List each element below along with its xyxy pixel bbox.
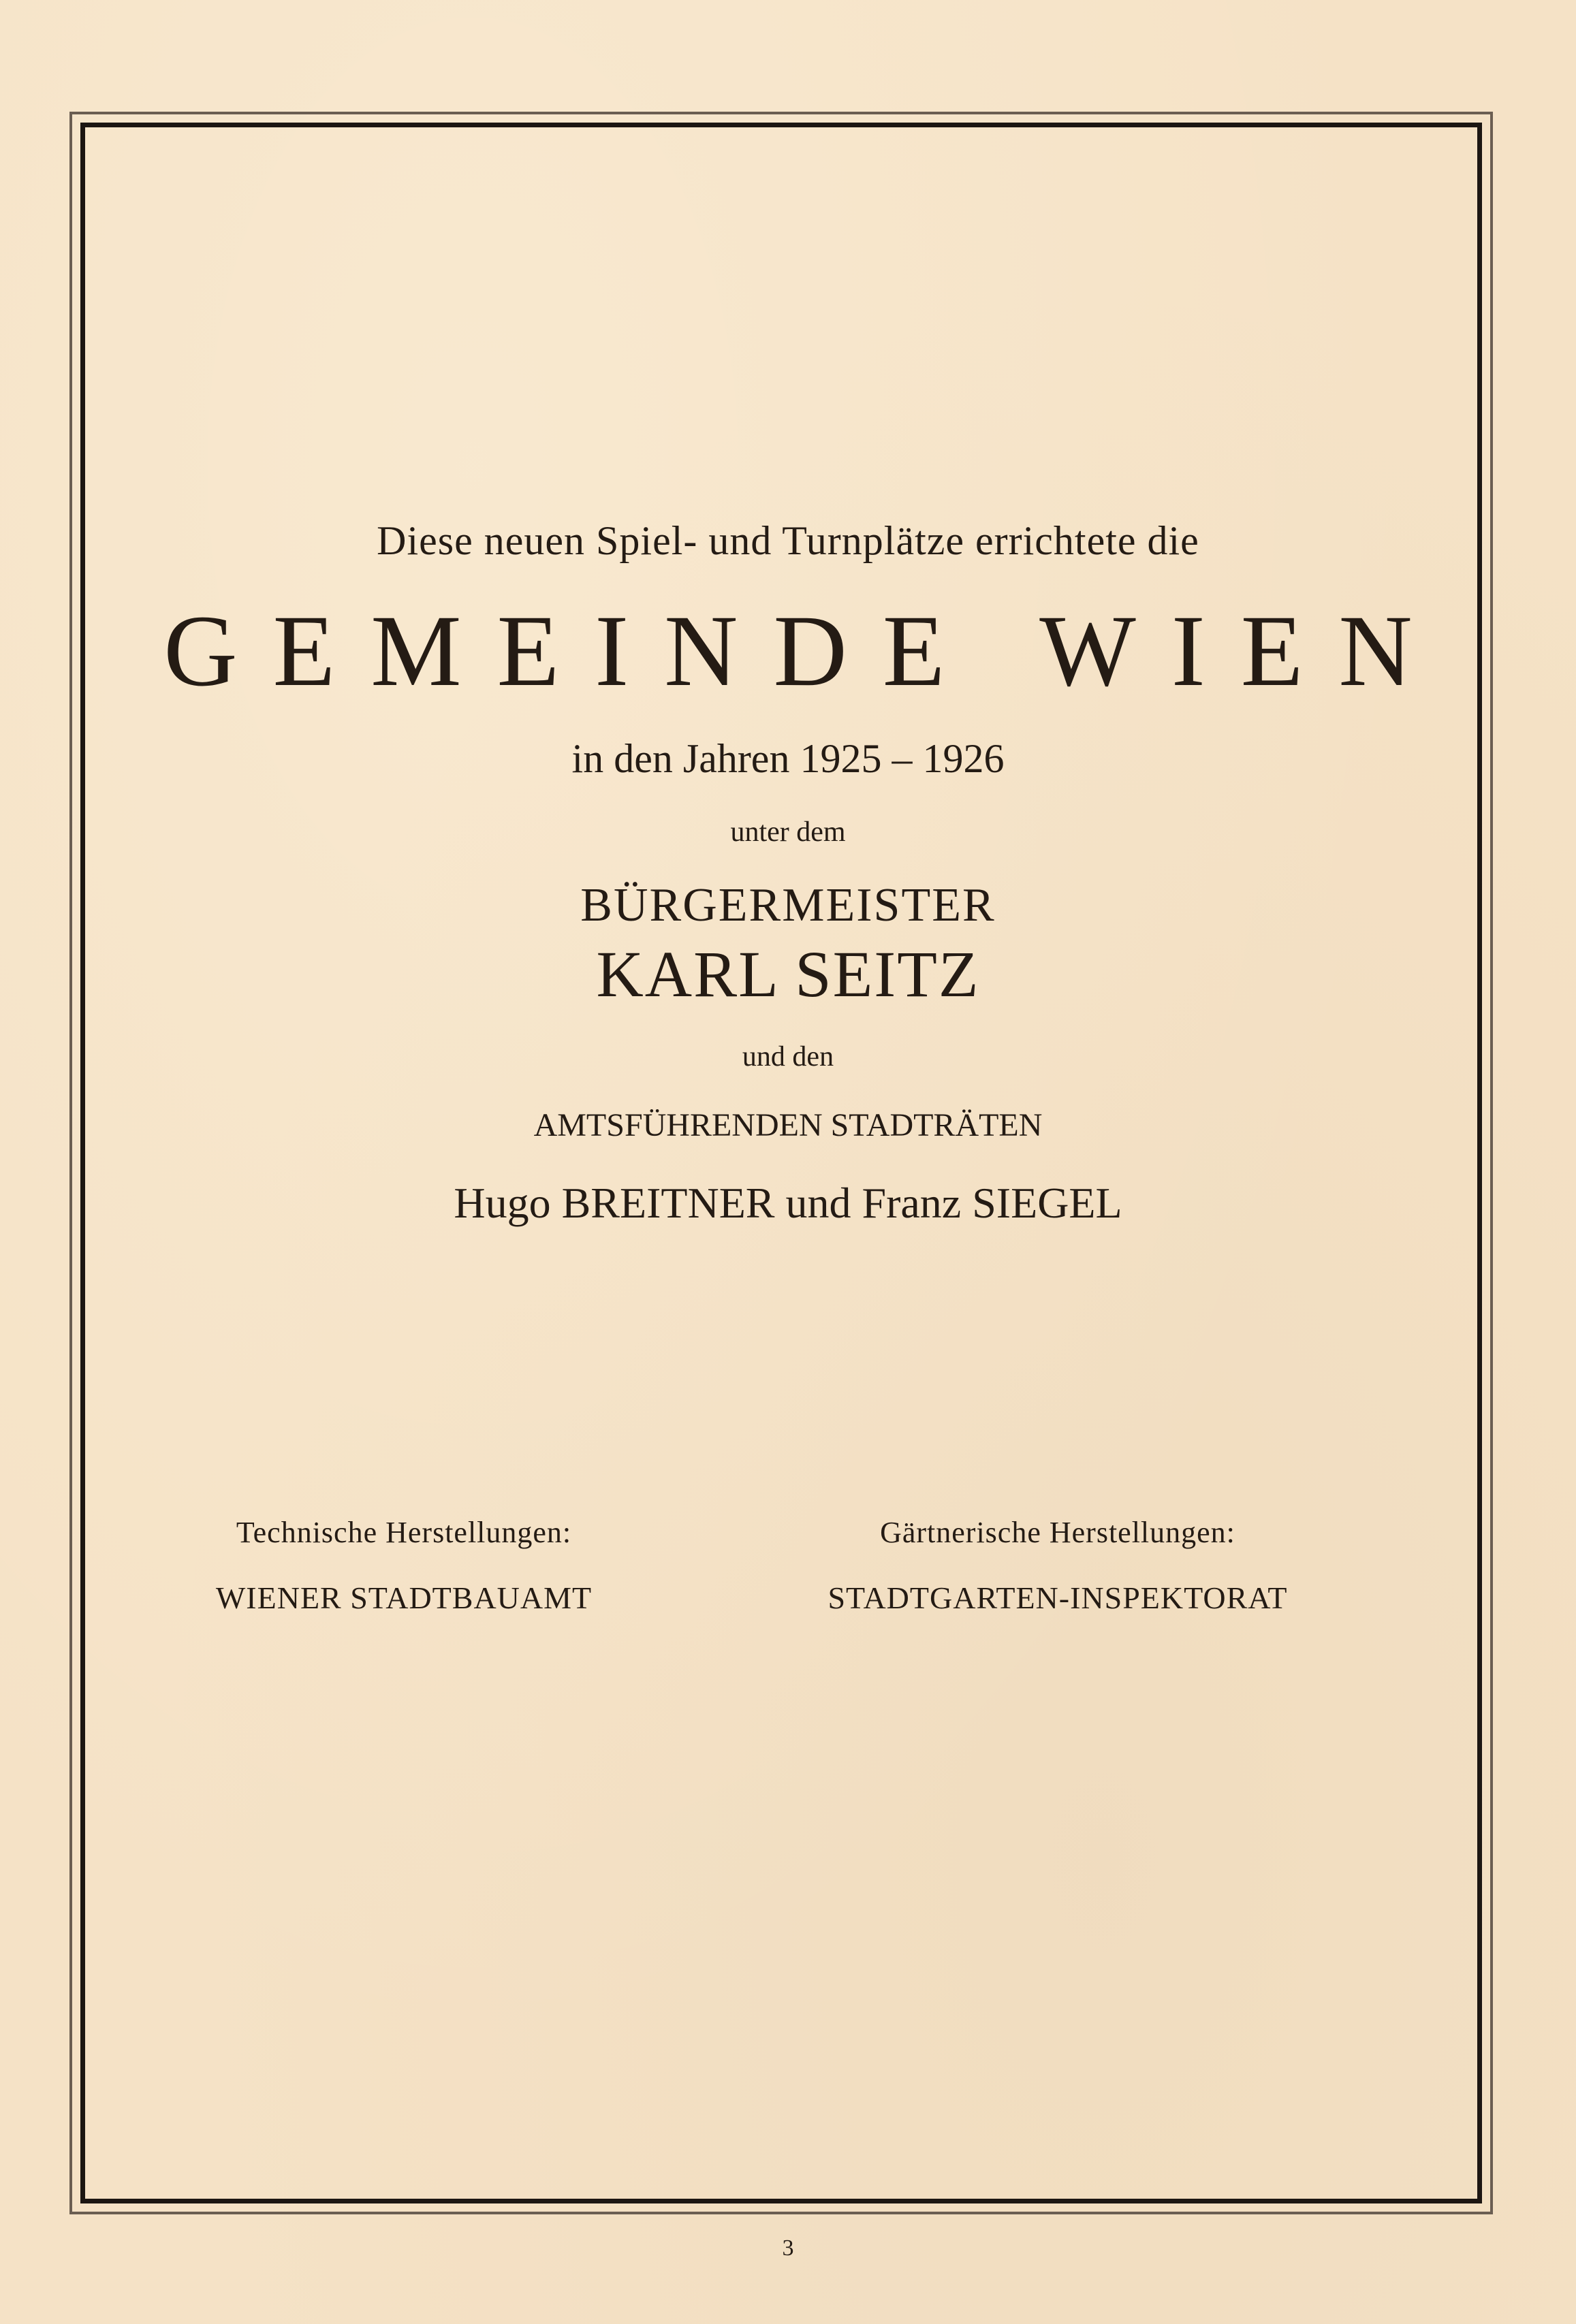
intro-text: Diese neuen Spiel- und Turnplätze errichtete die: [377, 518, 1199, 563]
page-number: 3: [782, 2235, 794, 2261]
garden-credit-value: STADTGARTEN-INSPEKTORAT: [828, 1580, 1288, 1615]
councillors-title: AMTSFÜHRENDEN STADTRÄTEN: [533, 1107, 1043, 1143]
technical-credit-label: Technische Herstellungen:: [236, 1516, 572, 1549]
municipality-heading: GEMEINDE WIEN: [163, 594, 1448, 707]
inner-frame-border: [80, 123, 1482, 2203]
technical-credit-value: WIENER STADTBAUAMT: [215, 1580, 593, 1615]
under-text: unter dem: [730, 816, 846, 848]
mayor-title: BÜRGERMEISTER: [580, 879, 996, 932]
years-text: in den Jahren 1925 – 1926: [571, 736, 1005, 781]
garden-credit-label: Gärtnerische Herstellungen:: [880, 1516, 1235, 1549]
mayor-name: KARL SEITZ: [596, 938, 980, 1010]
councillors-names: Hugo BREITNER und Franz SIEGEL: [454, 1179, 1122, 1227]
and-text: und den: [742, 1041, 834, 1072]
